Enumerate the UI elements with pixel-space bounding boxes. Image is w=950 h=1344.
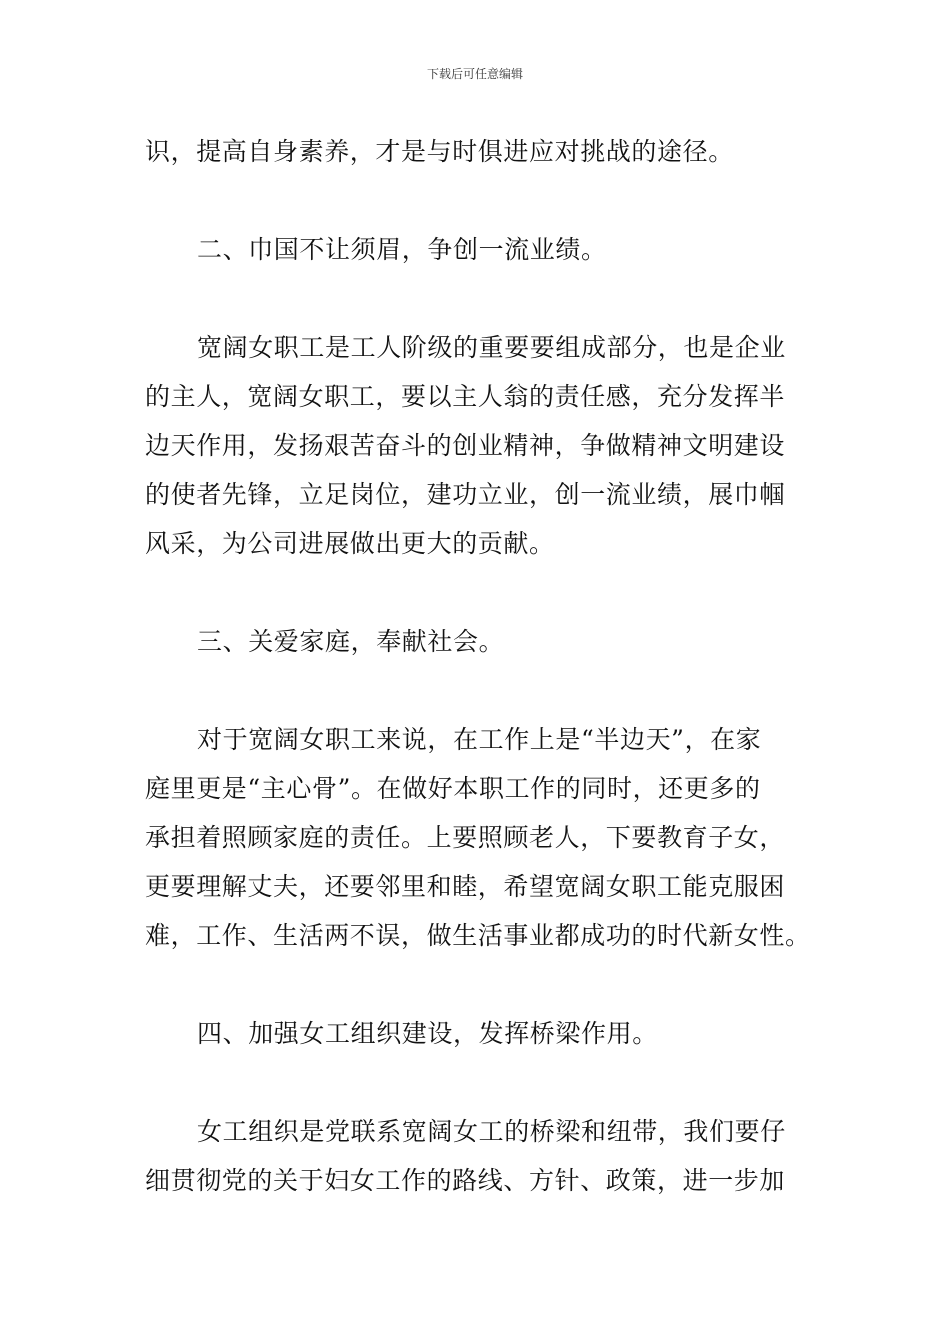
- paragraph-line: 边天作用，发扬艰苦奋斗的创业精神，争做精神文明建设: [145, 431, 786, 460]
- paragraph-line: 识，提高自身素养，才是与时俱进应对挑战的途径。: [145, 137, 734, 166]
- paragraph-line: 难，工作、生活两不误，做生活事业都成功的时代新女性。: [145, 921, 811, 950]
- section-heading-4: 四、加强女工组织建设，发挥桥梁作用。: [197, 1019, 658, 1048]
- paragraph-line: 女工组织是党联系宽阔女工的桥梁和纽带，我们要仔: [197, 1117, 786, 1146]
- paragraph-gap: [145, 960, 807, 1009]
- paragraph-gap: [145, 568, 807, 617]
- paragraph-gap: [145, 1058, 807, 1107]
- paragraph-line: 承担着照顾家庭的责任。上要照顾老人，下要教育子女，: [145, 823, 786, 852]
- paragraph-gap: [145, 274, 807, 323]
- header-note: 下载后可任意编辑: [426, 67, 523, 81]
- paragraph-gap: [145, 666, 807, 715]
- section-heading-2: 二、巾国不让须眉，争创一流业绩。: [197, 235, 607, 264]
- paragraph-line: 细贯彻党的关于妇女工作的路线、方针、政策，进一步加: [145, 1166, 786, 1195]
- paragraph-line: 风采，为公司进展做出更大的贡献。: [145, 529, 555, 558]
- paragraph-line: 对于宽阔女职工来说，在工作上是“半边天”，在家: [197, 725, 762, 754]
- paragraph-line: 更要理解丈夫，还要邻里和睦，希望宽阔女职工能克服困: [145, 872, 786, 901]
- paragraph-line: 的使者先锋，立足岗位，建功立业，创一流业绩，展巾帼: [145, 480, 786, 509]
- paragraph-line: 宽阔女职工是工人阶级的重要要组成部分，也是企业: [197, 333, 786, 362]
- paragraph-gap: [145, 176, 807, 225]
- paragraph-line: 的主人，宽阔女职工，要以主人翁的责任感，充分发挥半: [145, 382, 786, 411]
- section-heading-3: 三、关爱家庭，奉献社会。: [197, 627, 505, 656]
- document-body: [145, 127, 811, 1205]
- paragraph-line: 庭里更是“主心骨”。在做好本职工作的同时，还更多的: [145, 774, 761, 803]
